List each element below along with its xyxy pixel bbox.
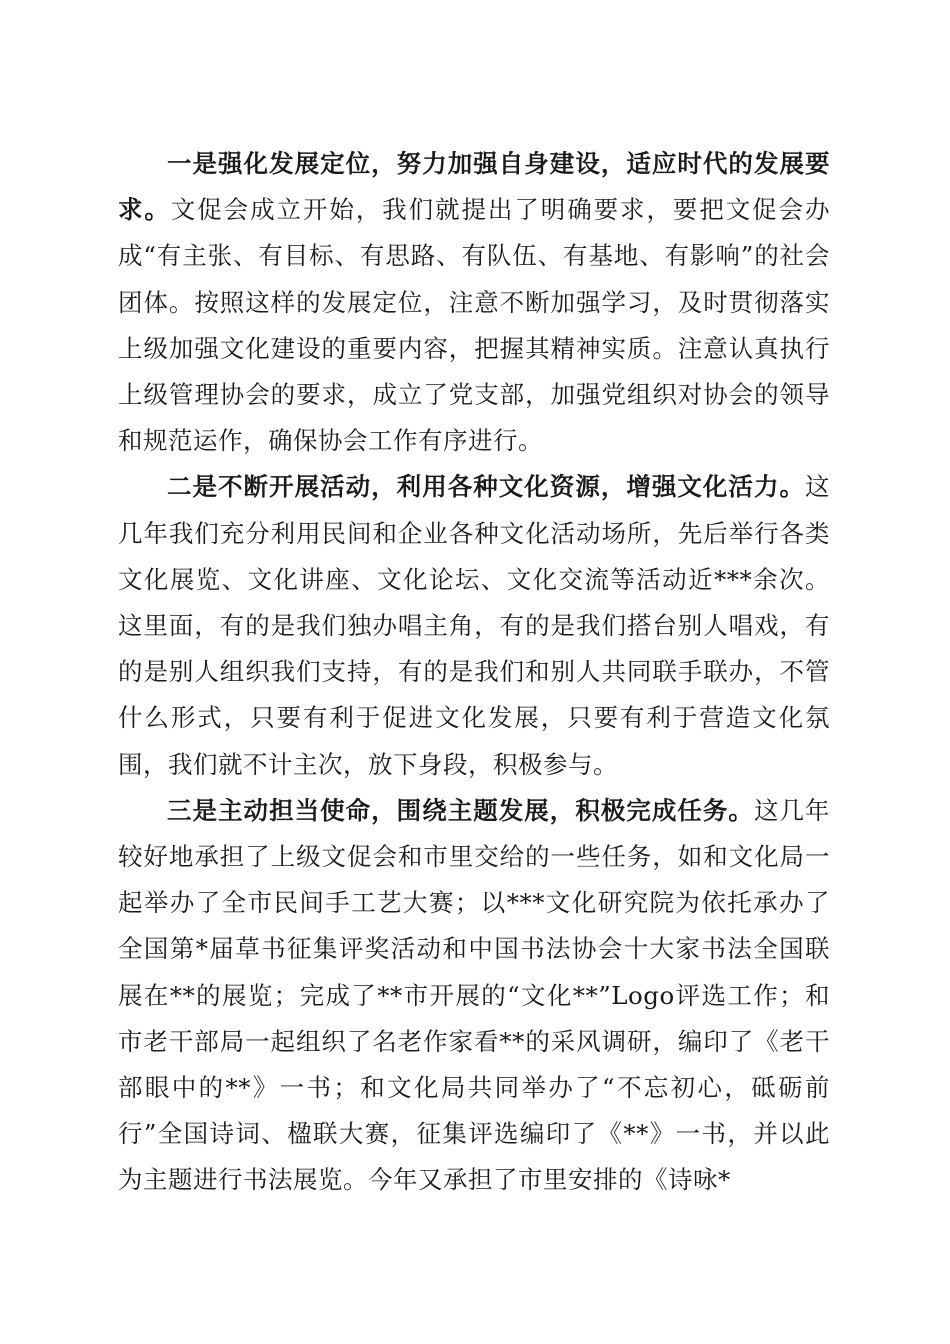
paragraph-2-lead: 二是不断开展活动，利用各种文化资源，增强文化活力。 [167, 472, 805, 502]
paragraph-2 [118, 464, 830, 787]
paragraph-1-body: 文促会成立开始，我们就提出了明确要求，要把文促会办成“有主张、有目标、有思路、有队伍、有基地、有影响”的社会团体。按照这样的发展定位，注意不断加强学习，及时贯彻落实上级加强文化建设的重要内容，把握其精神实质。注意认真执行上级管理协会的要求，成立了党支部，加强党组织对协会的领导和规范运作，确保协会工作有序进行。 [118, 195, 831, 456]
paragraph-3-body: 这几年较好地承担了上级文促会和市里交给的一些任务，如和文化局一起举办了全市民间手工艺大赛；以***文化研究院为依托承办了全国第*届草书征集评奖活动和中国书法协会十大家书法全国联展在**的展览；完成了**市开展的“文化**”Logo评选工作；和市老干部局一起组织了名老作家看**的采风调研，编印了《老干部眼中的**》一书；和文化局共同举办了“不忘初心，砥砺前行”全国诗词、楹联大赛，征集评选编印了《**》一书，并以此为主题进行书法展览。今年又承担了市里安排的《诗咏* [118, 795, 831, 1195]
paragraph-2-body: 这几年我们充分利用民间和企业各种文化活动场所，先后举行各类文化展览、文化讲座、文化论坛、文化交流等活动近***余次。这里面，有的是我们独办唱主角，有的是我们搭台别人唱戏，有的是别人组织我们支持，有的是我们和别人共同联手联办，不管什么形式，只要有利于促进文化发展，只要有利于营造文化氛围，我们就不计主次，放下身段，积极参与。 [118, 472, 830, 779]
document-page [118, 141, 830, 1204]
paragraph-3-lead: 三是主动担当使命，围绕主题发展，积极完成任务。 [167, 795, 754, 825]
paragraph-3 [118, 788, 830, 1204]
paragraph-1 [118, 141, 830, 464]
paragraph-1-lead: 一是强化发展定位，努力加强自身建设，适应时代的发展要求。 [118, 149, 830, 225]
